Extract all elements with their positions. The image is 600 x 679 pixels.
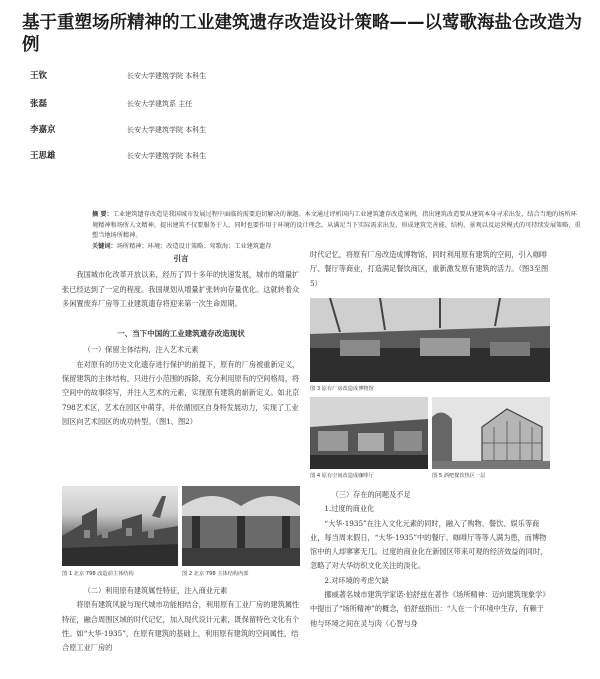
- left-column: [62, 248, 300, 429]
- abstract-block: [92, 210, 582, 252]
- museum-interior-image: [310, 298, 550, 382]
- item1-heading: 1.过度的商业化: [324, 504, 375, 514]
- author-name: 张磊: [30, 99, 48, 109]
- section1-paragraph1: 在对原有的历史文化遗存进行保护的前提下，原有的厂房被重新定义，保留建筑的主体结构，只进行小范围的拆除，充分利用原有的空间格局，将空间中的故事续写，并注入艺术的元素，实现原有建筑的崭新定义。如北京798艺术区，艺术在园区中萌芽，并依循园区自身特发展动力，实现了工业园区向艺术园区的成功转型。（图1、图2）: [62, 359, 300, 426]
- figure-2-photo: [182, 486, 300, 566]
- figure-4-caption: 图 4 原有空间改造成咖啡厅: [310, 473, 374, 479]
- section1-heading: 一、当下中国的工业建筑遗存改造现状: [117, 329, 245, 339]
- continued-paragraph: 时代记忆，将原有厂房改造成博物馆，同时利用原有建筑的空间，引入咖啡厅、餐厅等商业，打造满足餐饮商区，重新激发原有建筑的活力。（图3至图5）: [310, 250, 549, 288]
- author-affiliation: 长安大学建筑学院 本科生: [127, 152, 207, 160]
- right-column-lower: [310, 488, 550, 631]
- figure-5-photo: [432, 397, 550, 469]
- intro-heading: 引言: [173, 254, 189, 263]
- glass-pavilion-image: [432, 397, 550, 469]
- item1-paragraph: “大华·1935”在注入文化元素的同时，融入了购物、餐饮、娱乐等商业，每当周末假日，“大华·1935”中的餐厅、咖啡厅等等人满为患，而博物馆中的人却寥寥无几。过度的商业化在新园区带来可观的经济效益的同时，忽略了对大华纺织文化关注的淡化。: [310, 518, 548, 571]
- author-row: [30, 124, 430, 136]
- paper-title: 基于重塑场所精神的工业建筑遗存改造设计策略——以莺歌海盐仓改造为例: [22, 13, 582, 55]
- section1-paragraph2: 将原有建筑风貌与现代城市功能相结合，利用原有工业厂房的建筑属性特征，融合周围区域的时代记忆，加入现代设计元素，既保留特色文化有个性。如“大华·1935”，在原有建筑的基础上，利用原有建筑的空间属性，结合原工业厂房的: [62, 600, 300, 653]
- author-row: [30, 150, 430, 162]
- author-name: 李嘉京: [30, 125, 56, 135]
- figure-4-photo: [310, 397, 428, 469]
- item2-heading: 2.对环境的考虑欠缺: [324, 575, 389, 585]
- item2-paragraph: 挪威著名城市建筑学家诺·伯舒兹在著作《场所精神：迈向建筑现象学》中提出了“场所精神”的概念，伯舒兹指出：“人在一个环境中生存，有赖于他与环境之间在灵与肉（心智与身: [310, 590, 550, 628]
- abstract-label: 摘 要：: [92, 211, 113, 218]
- keywords-label: 关键词：: [92, 242, 117, 250]
- author-affiliation: 长安大学建筑学院 本科生: [127, 72, 207, 80]
- author-row: [30, 98, 430, 110]
- subsection2-heading: （二）利用原有建筑属性特征，注入商业元素: [83, 586, 228, 595]
- figure-3-photo: [310, 298, 550, 382]
- author-name: 王钦: [30, 71, 48, 81]
- author-affiliation: 长安大学建筑学院 本科生: [127, 126, 207, 134]
- figure-5-caption: 图 5 酒吧餐饮热区一层: [432, 473, 486, 479]
- author-affiliation: 长安大学建筑系 主任: [127, 100, 193, 108]
- subsection3-heading: （三）存在的问题及不足: [331, 490, 411, 499]
- figure-3-caption: 图 3 原有厂房改造成博物馆: [310, 386, 374, 392]
- subsection1-heading: （一）保留主体结构，注入艺术元素: [83, 345, 199, 355]
- figure-2-caption: 图 2 北京 798 主体结构内部: [182, 571, 249, 577]
- cafe-interior-image: [310, 397, 428, 469]
- keywords-text: 场所精神；环境；改造设计策略；莺歌海；工业建筑遗存: [116, 242, 272, 250]
- figure-1-caption: 图 1 北京 798 改造前主体结构: [62, 571, 134, 577]
- intro-paragraph: 我国城市化改革开放以来，经历了四十多年的快速发展，城市的增量扩张已经达到了一定的程度。我国规划从增量扩张转向存量优化。这就转着众多闲置废弃厂房等工业建筑遗存将迎来第一次生命周期。: [62, 270, 300, 308]
- abstract-text: 工业建筑遗存改造是我国城市发展过程中面临的需要迫切解决的课题。本文通过评析国内工业建筑遗存改造案例，指出建筑改造要从建筑本身寻求出发，结合当地的场所环境精神和场所人文精神，提出建筑不仅要服务于人，同时也要作用于环境的设计理念。从满足当下实际需求出发，形成建筑完善能、结构、景观以及运营模式的可持续发展策略，重塑当地场所精神。: [92, 211, 581, 239]
- factory-interior-image: [182, 486, 300, 566]
- figure-1-photo: [62, 486, 178, 566]
- factory-exterior-image: [62, 486, 178, 566]
- author-name: 王思雄: [30, 151, 56, 161]
- left-column-lower: [62, 584, 300, 655]
- right-column-top: [310, 248, 550, 291]
- author-row: [30, 70, 430, 82]
